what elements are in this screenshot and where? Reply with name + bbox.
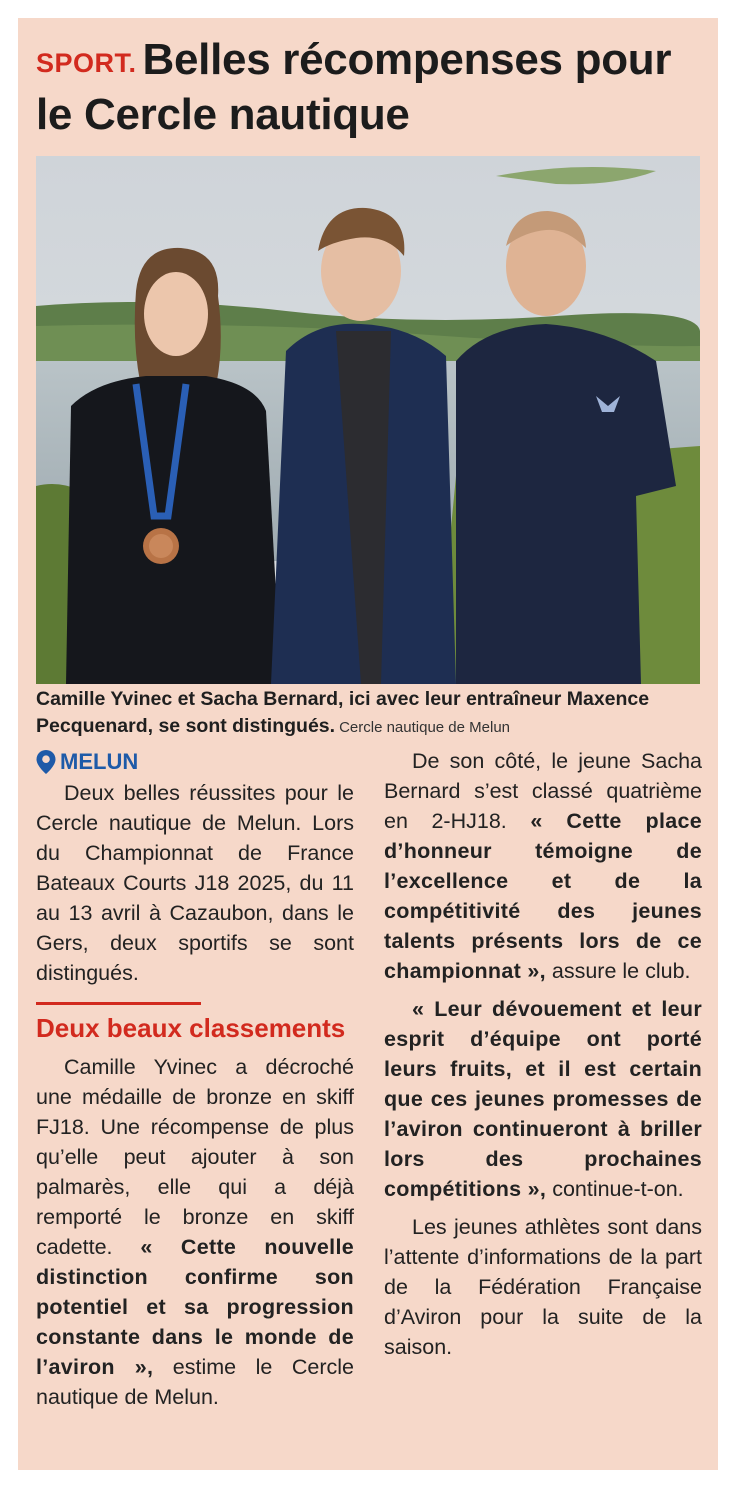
article — [18, 18, 718, 1470]
body-paragraph-4: Les jeunes athlètes sont dans l’attente d’informations de la part de la Fédération Française d’Aviron pour la suite de la saison. — [384, 1215, 702, 1359]
body-paragraph-1 — [36, 1052, 354, 1412]
quote: « Cette place d’honneur témoigne de l’excellence et de la compétitivité des jeunes talents présents lors de ce championnat », — [384, 809, 703, 983]
paragraph-text: continue-t-on. — [552, 1177, 684, 1201]
photo-credit: Cercle nautique de Melun — [339, 719, 511, 736]
body-paragraph-2 — [384, 746, 702, 986]
dateline — [36, 746, 354, 778]
paragraph-text: assure le club. — [551, 959, 691, 983]
headline-text: Belles récompenses pour le Cercle nautique — [36, 35, 672, 139]
section-rule — [36, 1002, 201, 1005]
body-paragraph-3 — [384, 994, 702, 1204]
kicker: SPORT. — [36, 48, 137, 78]
dateline-text: MELUN — [60, 749, 139, 774]
quote: « Leur dévouement et leur esprit d’équipe ont porté leurs fruits, et il est certain que ces jeunes promesses de l’aviron continueront à briller lors des prochaines compétitions », — [384, 997, 702, 1201]
quote: « Cette nouvelle distinction confirme son potentiel et sa progression constante dans le monde de l’aviron », — [36, 1235, 354, 1379]
right-column — [384, 746, 702, 1362]
caption-text: Camille Yvinec et Sacha Bernard, ici avec leur entraîneur Maxence Pecquenard, se sont distingués. — [36, 688, 650, 737]
headline — [36, 34, 706, 141]
location-pin-icon — [36, 750, 56, 774]
article-photo — [36, 156, 700, 684]
paragraph-text: estime le Cercle nautique de Melun. — [36, 1355, 354, 1409]
photo-caption — [36, 686, 716, 741]
intro-paragraph: Deux belles réussites pour le Cercle nautique de Melun. Lors du Championnat de France Bateaux Courts J18 2025, du 11 au 13 avril à Cazaubon, dans le Gers, deux sportifs se sont distingués. — [36, 781, 354, 985]
paragraph-text: Camille Yvinec a décroché une médaille de bronze en skiff FJ18. Une récompense de plus qu’elle peut ajouter à son palmarès, elle qui a déjà remporté le bronze en skiff cadette. — [36, 1055, 354, 1259]
left-column — [36, 746, 354, 1412]
subheading: Deux beaux classements — [36, 1013, 346, 1043]
paragraph-text: De son côté, le jeune Sacha Bernard s’est classé quatrième en 2-HJ18. — [384, 749, 702, 833]
group-photo — [36, 156, 700, 684]
